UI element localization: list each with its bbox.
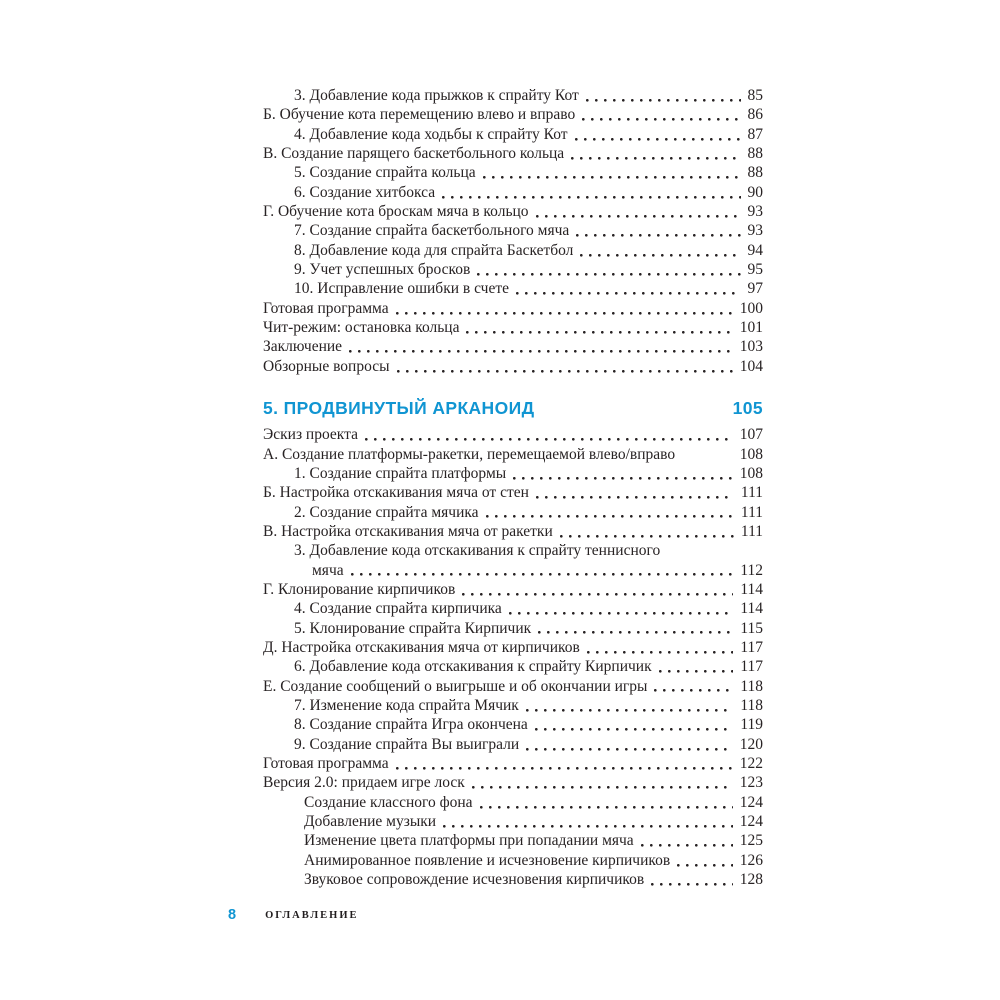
dot-leader — [509, 599, 734, 618]
toc-entry-label: 6. Добавление кода отскакивания к спрайту Кирпичик — [294, 658, 652, 676]
dot-leader — [571, 144, 740, 163]
toc-entry — [263, 464, 763, 483]
toc-entry-label: В. Настройка отскакивания мяча от ракетки — [263, 522, 553, 540]
dot-leader — [582, 105, 740, 124]
toc-entry-label: Д. Настройка отскакивания мяча от кирпичиков — [263, 638, 580, 656]
toc-entry-label: 3. Добавление кода прыжков к спрайту Кот — [294, 87, 579, 104]
toc-entry-page: 114 — [740, 580, 763, 598]
toc-entry — [263, 677, 763, 696]
dot-leader — [477, 260, 740, 279]
toc-entry-page: 122 — [739, 755, 763, 772]
toc-entry-label: 4. Создание спрайта кирпичика — [294, 600, 502, 618]
dot-leader — [480, 793, 733, 812]
toc-entry-page: 97 — [747, 280, 763, 298]
toc-entry — [263, 696, 763, 715]
toc-entry-label: 9. Создание спрайта Вы выиграли — [294, 735, 520, 753]
dot-leader — [466, 318, 732, 337]
toc-entry — [263, 503, 763, 522]
toc-entry-page: 88 — [747, 145, 763, 163]
toc-entry-label: Анимированное появление и исчезновение кирпичиков — [304, 851, 671, 869]
dot-leader — [538, 619, 733, 638]
dot-leader — [443, 812, 733, 831]
toc-entry-page: 88 — [747, 164, 763, 182]
toc-entry-page: 86 — [747, 106, 763, 124]
page-footer — [228, 907, 359, 923]
toc-entry-page: 100 — [739, 299, 763, 317]
dot-leader — [462, 580, 733, 599]
toc-entry — [263, 793, 763, 812]
toc-entry — [263, 522, 763, 541]
toc-entry — [263, 541, 763, 560]
toc-entry — [263, 221, 763, 240]
toc-entry — [263, 86, 763, 105]
toc-entry — [263, 260, 763, 279]
toc-entry-page: 103 — [739, 338, 763, 356]
toc-entry-page: 101 — [739, 319, 763, 337]
toc-entry — [263, 561, 763, 580]
footer-section-title: ОГЛАВЛЕНИЕ — [265, 909, 359, 921]
dot-leader — [483, 163, 741, 182]
toc-entry-page: 125 — [739, 832, 763, 850]
toc-entry-label: 2. Создание спрайта мячика — [294, 503, 479, 521]
toc-entry-label: В. Создание парящего баскетбольного кольца — [263, 145, 565, 163]
toc-entry — [263, 105, 763, 124]
toc-entry — [263, 125, 763, 144]
toc-entry-page: 118 — [740, 677, 763, 695]
toc-entry-label: 5. Создание спрайта кольца — [294, 164, 476, 182]
dot-leader — [575, 125, 741, 144]
dot-leader — [536, 202, 741, 221]
toc-entry — [263, 241, 763, 260]
dot-leader — [580, 241, 740, 260]
toc-entry-page: 95 — [747, 261, 763, 279]
toc-entry-page: 90 — [747, 183, 763, 201]
toc-entry — [263, 318, 763, 337]
toc-entry — [263, 754, 763, 773]
toc-entry-label: 8. Добавление кода для спрайта Баскетбол — [294, 241, 574, 259]
dot-leader — [442, 183, 740, 202]
toc-entry-page: 114 — [740, 600, 763, 618]
toc-entry-page: 120 — [739, 735, 763, 753]
toc-entry — [263, 638, 763, 657]
toc-entry — [263, 657, 763, 676]
toc-entry-page: 126 — [739, 851, 763, 869]
dot-leader — [682, 445, 733, 464]
toc-entry-label: 9. Учет успешных бросков — [294, 261, 471, 279]
toc-entry-label: Создание классного фона — [304, 793, 473, 811]
toc-entry-page: 108 — [739, 464, 763, 482]
dot-leader — [677, 851, 733, 870]
toc-entry-label: Обзорные вопросы — [263, 357, 390, 375]
toc-entry — [263, 445, 763, 464]
toc-entry-page: 115 — [740, 619, 763, 637]
dot-leader — [526, 735, 733, 754]
dot-leader — [560, 522, 734, 541]
toc-entry-page: 93 — [747, 203, 763, 221]
toc-entry-page: 124 — [739, 813, 763, 831]
toc-entry — [263, 163, 763, 182]
toc-entry — [263, 715, 763, 734]
toc-entry-label: Е. Создание сообщений о выигрыше и об окончании игры — [263, 677, 648, 695]
toc-entry-page: 85 — [747, 87, 763, 104]
toc-entry — [263, 735, 763, 754]
toc-entry-page: 94 — [747, 241, 763, 259]
toc-entry — [263, 337, 763, 356]
toc-entry — [263, 202, 763, 221]
toc-section — [263, 86, 763, 376]
toc-entry-page: 111 — [740, 503, 763, 521]
toc-entry — [263, 279, 763, 298]
dot-leader — [516, 279, 741, 298]
toc-entry-label: 1. Создание спрайта платформы — [294, 464, 507, 482]
toc-entry — [263, 619, 763, 638]
toc-entry-page: 119 — [740, 716, 763, 734]
toc-entry-label: 7. Изменение кода спрайта Мячик — [294, 696, 519, 714]
toc-entry-label: 3. Добавление кода отскакивания к спрайту теннисного — [294, 542, 661, 560]
toc-entry — [263, 599, 763, 618]
toc-entry-label: А. Создание платформы-ракетки, перемещаемой влево/вправо — [263, 445, 676, 463]
dot-leader — [472, 773, 733, 792]
toc-entry — [263, 870, 763, 889]
toc-entry-label: Б. Настройка отскакивания мяча от стен — [263, 484, 529, 502]
toc-entry-label: Звуковое сопровождение исчезновения кирпичиков — [304, 871, 645, 889]
toc-entry-label: Г. Обучение кота броскам мяча в кольцо — [263, 203, 529, 221]
toc-entry — [263, 144, 763, 163]
dot-leader — [659, 657, 734, 676]
toc-entry-label: Изменение цвета платформы при попадании мяча — [304, 832, 634, 850]
toc-entry-label: 4. Добавление кода ходьбы к спрайту Кот — [294, 125, 568, 143]
toc-section — [263, 398, 763, 889]
toc-entry-label: Готовая программа — [263, 755, 389, 772]
dot-leader — [576, 221, 740, 240]
toc-entry-label: Эскиз проекта — [263, 426, 358, 444]
toc-entry-label: Г. Клонирование кирпичиков — [263, 580, 456, 598]
toc-entry-page: 111 — [740, 484, 763, 502]
toc-entry-page: 104 — [739, 357, 763, 375]
dot-leader — [586, 86, 741, 105]
toc-entry-page: 93 — [747, 222, 763, 240]
toc-entry-label: 7. Создание спрайта баскетбольного мяча — [294, 222, 570, 240]
toc-entry-label: Заключение — [263, 338, 343, 356]
toc-entry-label: 10. Исправление ошибки в счете — [294, 280, 509, 298]
toc-section-heading — [263, 398, 763, 419]
toc-list — [263, 86, 763, 889]
toc-section-heading-page: 105 — [732, 398, 763, 419]
toc-entry — [263, 831, 763, 850]
dot-leader — [667, 541, 756, 560]
toc-entry-page: 124 — [739, 793, 763, 811]
dot-leader — [587, 638, 734, 657]
dot-leader — [535, 715, 734, 734]
dot-leader — [513, 464, 733, 483]
toc-entry-label: 6. Создание хитбокса — [294, 183, 436, 201]
toc-entry-label: Версия 2.0: придаем игре лоск — [263, 774, 465, 792]
toc-entry — [263, 425, 763, 444]
toc-entry-label: мяча — [312, 561, 344, 579]
toc-entry — [263, 580, 763, 599]
dot-leader — [536, 483, 734, 502]
toc-entry-page: 128 — [739, 871, 763, 889]
footer-page-number: 8 — [228, 907, 237, 923]
toc-section-heading-label: 5. ПРОДВИНУТЫЙ АРКАНОИД — [263, 398, 535, 419]
toc-entry — [263, 357, 763, 376]
toc-entry-page: 117 — [740, 658, 763, 676]
toc-entry — [263, 299, 763, 318]
toc-entry-page: 112 — [740, 561, 763, 579]
dot-leader — [641, 831, 733, 850]
toc-entry-label: Б. Обучение кота перемещению влево и вправо — [263, 106, 576, 124]
dot-leader — [654, 677, 733, 696]
dot-leader — [365, 425, 733, 444]
toc-entry-label: Добавление музыки — [304, 813, 437, 831]
toc-entry-page: 117 — [740, 638, 763, 656]
toc-entry-label: Готовая программа — [263, 299, 389, 317]
dot-leader — [349, 337, 733, 356]
dot-leader — [396, 754, 733, 773]
dot-leader — [651, 870, 733, 889]
toc-entry — [263, 773, 763, 792]
toc-entry-page: 111 — [740, 522, 763, 540]
toc-entry — [263, 183, 763, 202]
dot-leader — [397, 357, 733, 376]
dot-leader — [486, 503, 734, 522]
toc-entry-label: 8. Создание спрайта Игра окончена — [294, 716, 528, 734]
toc-entry-label: Чит-режим: остановка кольца — [263, 319, 460, 337]
toc-entry-label: 5. Клонирование спрайта Кирпичик — [294, 619, 532, 637]
dot-leader — [351, 561, 734, 580]
dot-leader — [526, 696, 733, 715]
dot-leader — [396, 299, 733, 318]
toc-entry-page: 107 — [739, 426, 763, 444]
toc-entry — [263, 812, 763, 831]
toc-entry-page: 123 — [739, 774, 763, 792]
toc-entry-page: 87 — [747, 125, 763, 143]
toc-entry — [263, 483, 763, 502]
toc-entry-page: 108 — [739, 445, 763, 463]
toc-entry — [263, 851, 763, 870]
toc-entry-page: 118 — [740, 696, 763, 714]
